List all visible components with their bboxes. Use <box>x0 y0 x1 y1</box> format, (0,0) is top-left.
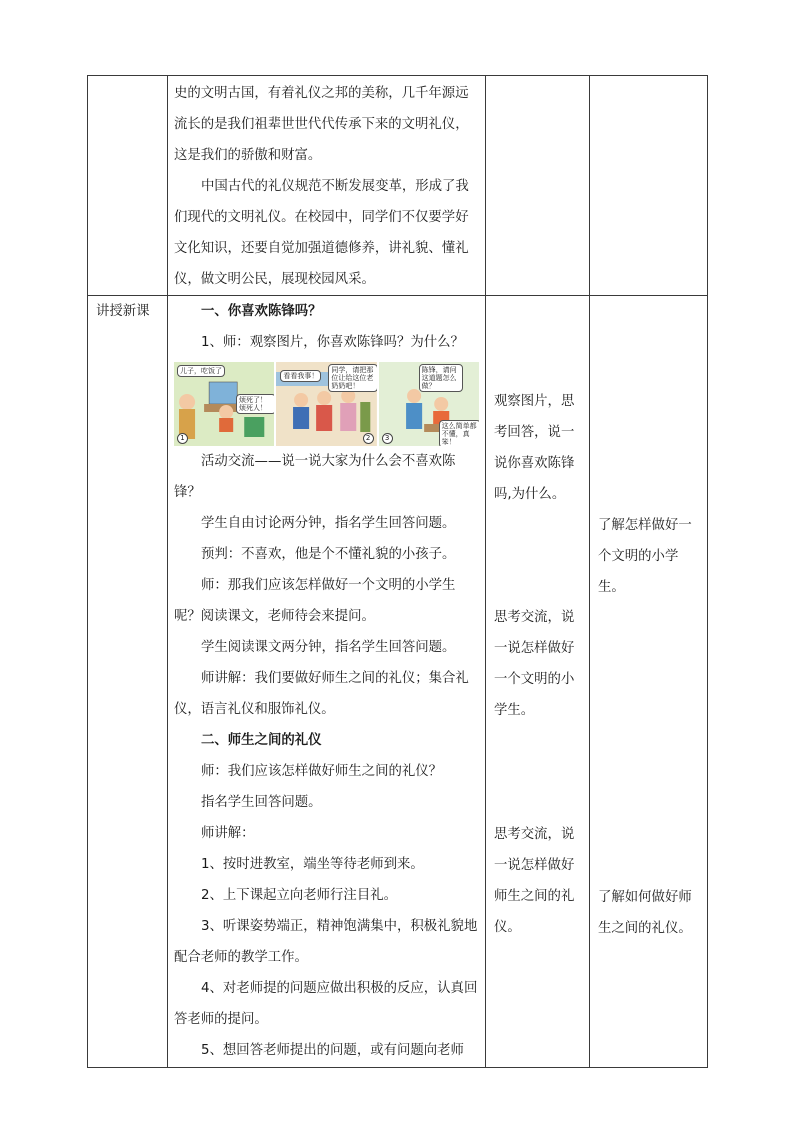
paragraph: 活动交流——说一说大家为什么会不喜欢陈锋？ <box>174 454 456 500</box>
paragraph: 师：我们应该怎样做好师生之间的礼仪？ <box>201 764 443 779</box>
paragraph: 师讲解：我们要做好师生之间的礼仪；集合礼仪，语言礼仪和服饰礼仪。 <box>174 671 469 717</box>
question-1: 1、师：观察图片，你喜欢陈锋吗？为什么？ <box>201 335 464 350</box>
paragraph: 预判：不喜欢，他是个不懂礼貌的小孩子。 <box>201 547 456 562</box>
paragraph: 1、按时进教室，端坐等待老师到来。 <box>201 857 424 872</box>
comic-panel-1 <box>174 362 274 446</box>
paragraph: 学生自由讨论两分钟，指名学生回答问题。 <box>201 516 456 531</box>
speech-bubble: 儿子，吃饭了 <box>177 365 225 377</box>
teacher-activity-cell-main <box>168 296 486 1068</box>
design-intent-cell-empty <box>590 76 708 296</box>
speech-bubble: 同学，请把那位让给这位老奶奶吧！ <box>328 364 376 392</box>
section-heading-2: 二、师生之间的礼仪 <box>201 733 322 748</box>
table-row-intro <box>88 76 708 296</box>
speech-bubble: 看看我事！ <box>280 370 321 382</box>
comic-panel-2 <box>276 362 376 446</box>
lesson-plan-table <box>87 75 708 1068</box>
student-activity-cell-empty <box>486 76 590 296</box>
paragraph: 5、想回答老师提出的问题，或有问题向老师 <box>201 1043 464 1058</box>
intro-paragraph-2: 中国古代的礼仪规范不断发展变革，形成了我们现代的文明礼仪。在校园中，同学们不仅要学好文化知识，还要自觉加强道德修养，讲礼貌、懂礼仪，做文明公民，展现校园风采。 <box>174 179 469 287</box>
student-activity-2: 思考交流，说一说怎样做好一个文明的小学生。 <box>494 610 575 718</box>
section-heading-1: 一、你喜欢陈锋吗？ <box>201 304 322 319</box>
stage-cell <box>88 296 168 1068</box>
paragraph: 2、上下课起立向老师行注目礼。 <box>201 888 397 903</box>
table-row-new-lesson <box>88 296 708 1068</box>
intro-paragraph-1: 史的文明古国，有着礼仪之邦的美称，几千年源远流长的是我们祖辈世世代代传承下来的文明礼仪，这是我们的骄傲和财富。 <box>174 86 469 163</box>
paragraph: 指名学生回答问题。 <box>201 795 322 810</box>
speech-bubble: 陈锋，请问这道题怎么做？ <box>419 364 463 392</box>
stage-cell-empty <box>88 76 168 296</box>
paragraph: 师：那我们应该怎样做好一个文明的小学生呢？阅读课文，老师待会来提问。 <box>174 578 456 624</box>
panel-number: 3 <box>382 433 393 444</box>
student-activity-1: 观察图片，思考回答，说一说你喜欢陈锋吗,为什么。 <box>494 394 575 502</box>
paragraph: 师讲解： <box>201 826 255 841</box>
paragraph: 3、听课姿势端正，精神饱满集中，积极礼貌地配合老师的教学工作。 <box>174 919 478 965</box>
paragraph: 4、对老师提的问题应做出积极的反应，认真回答老师的提问。 <box>174 981 478 1027</box>
teacher-activity-cell <box>168 76 486 296</box>
student-activity-cell <box>486 296 590 1068</box>
panel-number: 2 <box>363 433 374 444</box>
design-intent-cell <box>590 296 708 1068</box>
comic-illustration <box>174 362 479 446</box>
panel-number: 1 <box>177 433 188 444</box>
stage-label: 讲授新课 <box>96 304 150 319</box>
comic-panel-3 <box>379 362 479 446</box>
paragraph: 学生阅读课文两分钟，指名学生回答问题。 <box>201 640 456 655</box>
design-intent-2: 了解如何做好师生之间的礼仪。 <box>598 890 692 936</box>
speech-bubble: 这么简单都不懂，真笨！ <box>439 420 479 446</box>
design-intent-1: 了解怎样做好一个文明的小学生。 <box>598 518 692 595</box>
student-activity-3: 思考交流，说一说怎样做好师生之间的礼仪。 <box>494 827 575 935</box>
speech-bubble: 烦死了！烦死人！ <box>236 394 274 414</box>
